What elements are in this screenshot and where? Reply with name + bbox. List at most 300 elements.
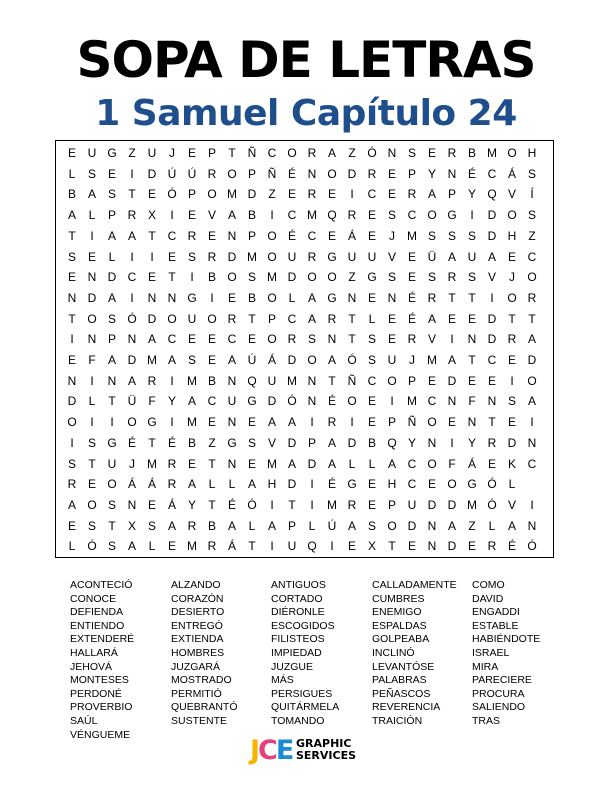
grid-letter[interactable]: E (447, 311, 456, 326)
grid-letter[interactable]: Á (347, 228, 356, 243)
grid-letter[interactable]: S (147, 518, 156, 533)
grid-letter[interactable]: B (207, 270, 216, 285)
grid-letter[interactable]: J (389, 228, 395, 243)
grid-letter[interactable]: E (467, 373, 476, 388)
grid-letter[interactable]: A (247, 477, 256, 492)
grid-letter[interactable]: R (147, 373, 157, 388)
grid-letter[interactable]: S (447, 228, 456, 243)
grid-letter[interactable]: E (387, 311, 396, 326)
grid-letter[interactable]: I (270, 539, 274, 554)
grid-letter[interactable]: O (87, 497, 97, 512)
grid-letter[interactable]: G (147, 415, 157, 430)
grid-letter[interactable]: N (427, 539, 437, 554)
grid-letter[interactable]: R (327, 415, 337, 430)
grid-letter[interactable]: I (470, 208, 474, 223)
grid-letter[interactable]: D (347, 435, 357, 450)
grid-letter[interactable]: D (447, 373, 457, 388)
grid-letter[interactable]: D (487, 311, 497, 326)
grid-letter[interactable]: O (267, 332, 277, 347)
grid-letter[interactable]: E (427, 477, 436, 492)
grid-letter[interactable]: G (187, 290, 197, 305)
grid-letter[interactable]: O (507, 146, 517, 160)
grid-letter[interactable]: D (487, 228, 497, 243)
grid-letter[interactable]: V (207, 208, 216, 223)
grid-letter[interactable]: V (427, 332, 436, 347)
grid-letter[interactable]: L (88, 394, 96, 409)
grid-letter[interactable]: Y (467, 435, 476, 450)
grid-letter[interactable]: Ñ (267, 166, 277, 181)
grid-letter[interactable]: Z (268, 187, 276, 202)
grid-letter[interactable]: R (347, 208, 357, 223)
grid-letter[interactable]: V (487, 270, 496, 285)
grid-letter[interactable]: F (148, 394, 156, 409)
grid-letter[interactable]: L (88, 208, 96, 223)
grid-letter[interactable]: R (307, 249, 317, 264)
grid-letter[interactable]: P (207, 146, 216, 160)
grid-letter[interactable]: O (207, 187, 217, 202)
grid-letter[interactable]: E (387, 187, 396, 202)
grid-letter[interactable]: C (407, 208, 417, 223)
grid-letter[interactable]: O (527, 373, 537, 388)
grid-letter[interactable]: A (107, 353, 116, 367)
grid-letter[interactable]: E (67, 146, 76, 160)
grid-letter[interactable]: E (167, 539, 176, 554)
grid-letter[interactable]: N (387, 290, 397, 305)
grid-letter[interactable]: É (407, 311, 416, 326)
grid-letter[interactable]: E (187, 146, 196, 160)
grid-letter[interactable]: O (307, 270, 317, 285)
grid-letter[interactable]: É (507, 539, 516, 554)
grid-letter[interactable]: N (307, 166, 317, 181)
grid-letter[interactable]: C (127, 270, 137, 285)
grid-letter[interactable]: G (107, 435, 117, 450)
grid-letter[interactable]: A (107, 290, 116, 305)
grid-letter[interactable]: A (507, 518, 516, 533)
grid-letter[interactable]: O (387, 518, 397, 533)
grid-letter[interactable]: R (347, 497, 357, 512)
grid-letter[interactable]: I (170, 415, 174, 430)
grid-letter[interactable]: T (328, 373, 336, 388)
grid-letter[interactable]: D (247, 187, 257, 202)
grid-letter[interactable]: Ñ (247, 146, 257, 160)
grid-letter[interactable]: D (107, 270, 117, 285)
grid-letter[interactable]: C (367, 373, 377, 388)
grid-letter[interactable]: T (288, 497, 296, 512)
grid-letter[interactable]: V (507, 497, 516, 512)
grid-letter[interactable]: I (130, 290, 134, 305)
grid-letter[interactable]: O (327, 166, 337, 181)
grid-letter[interactable]: I (450, 435, 454, 450)
grid-letter[interactable]: G (247, 394, 257, 409)
grid-letter[interactable]: B (207, 373, 216, 388)
grid-letter[interactable]: A (87, 187, 96, 202)
grid-letter[interactable]: É (287, 228, 296, 243)
grid-letter[interactable]: I (530, 497, 534, 512)
grid-letter[interactable]: S (247, 435, 256, 450)
grid-letter[interactable]: Í (530, 187, 534, 202)
grid-letter[interactable]: A (107, 228, 116, 243)
grid-letter[interactable]: E (367, 290, 376, 305)
grid-letter[interactable]: E (367, 415, 376, 430)
grid-letter[interactable]: N (447, 166, 457, 181)
grid-letter[interactable]: Ó (287, 394, 297, 409)
grid-letter[interactable]: C (167, 228, 177, 243)
grid-letter[interactable]: B (187, 435, 196, 450)
grid-letter[interactable]: S (467, 270, 476, 285)
grid-letter[interactable]: R (207, 249, 217, 264)
grid-letter[interactable]: T (168, 270, 176, 285)
grid-letter[interactable]: D (487, 208, 497, 223)
grid-letter[interactable]: C (427, 394, 437, 409)
grid-letter[interactable]: E (507, 415, 516, 430)
grid-letter[interactable]: A (227, 208, 236, 223)
grid-letter[interactable]: C (487, 353, 497, 367)
grid-letter[interactable]: A (227, 518, 236, 533)
grid-letter[interactable]: A (527, 332, 536, 347)
grid-letter[interactable]: R (207, 539, 217, 554)
grid-letter[interactable]: I (490, 290, 494, 305)
grid-letter[interactable]: M (287, 373, 297, 388)
grid-letter[interactable]: Z (208, 435, 216, 450)
grid-letter[interactable]: E (67, 518, 76, 533)
grid-letter[interactable]: S (247, 270, 256, 285)
grid-letter[interactable]: E (347, 539, 356, 554)
grid-letter[interactable]: U (387, 353, 397, 367)
grid-letter[interactable]: A (327, 146, 336, 160)
grid-letter[interactable]: Z (348, 270, 356, 285)
grid-letter[interactable]: L (208, 477, 216, 492)
grid-letter[interactable]: T (108, 394, 116, 409)
grid-letter[interactable]: A (147, 332, 156, 347)
grid-letter[interactable]: M (307, 208, 317, 223)
grid-letter[interactable]: D (87, 290, 97, 305)
grid-letter[interactable]: E (407, 270, 416, 285)
grid-letter[interactable]: E (487, 456, 496, 471)
grid-letter[interactable]: C (487, 166, 497, 181)
grid-letter[interactable]: N (467, 332, 477, 347)
grid-letter[interactable]: S (527, 166, 536, 181)
grid-letter[interactable]: V (387, 249, 396, 264)
grid-letter[interactable]: U (347, 249, 357, 264)
grid-letter[interactable]: C (287, 208, 297, 223)
grid-letter[interactable]: J (129, 456, 135, 471)
grid-letter[interactable]: A (327, 456, 336, 471)
grid-letter[interactable]: D (427, 497, 437, 512)
grid-letter[interactable]: U (267, 373, 277, 388)
grid-letter[interactable]: Ó (247, 497, 257, 512)
grid-letter[interactable]: E (327, 187, 336, 202)
grid-letter[interactable]: R (67, 477, 77, 492)
grid-letter[interactable]: F (448, 456, 456, 471)
grid-letter[interactable]: E (327, 228, 336, 243)
grid-letter[interactable]: E (387, 166, 396, 181)
grid-letter[interactable]: S (507, 394, 516, 409)
grid-letter[interactable]: L (228, 477, 236, 492)
grid-letter[interactable]: A (67, 497, 76, 512)
grid-letter[interactable]: Ó (87, 539, 97, 554)
grid-letter[interactable]: I (330, 539, 334, 554)
grid-letter[interactable]: S (187, 353, 196, 367)
grid-letter[interactable]: T (388, 539, 396, 554)
grid-letter[interactable]: S (527, 208, 536, 223)
grid-letter[interactable]: P (267, 311, 276, 326)
grid-letter[interactable]: U (187, 311, 197, 326)
grid-letter[interactable]: S (67, 456, 76, 471)
grid-letter[interactable]: T (128, 187, 136, 202)
grid-letter[interactable]: Ñ (407, 415, 417, 430)
grid-letter[interactable]: Ó (487, 497, 497, 512)
grid-letter[interactable]: Ó (347, 353, 357, 367)
grid-letter[interactable]: N (307, 394, 317, 409)
grid-letter[interactable]: Ó (527, 539, 537, 554)
grid-letter[interactable]: P (287, 518, 296, 533)
grid-letter[interactable]: R (207, 166, 217, 181)
grid-letter[interactable]: D (447, 497, 457, 512)
grid-letter[interactable]: R (447, 146, 457, 160)
grid-letter[interactable]: Á (227, 539, 236, 554)
grid-letter[interactable]: E (447, 415, 456, 430)
grid-letter[interactable]: Ü (427, 249, 437, 264)
grid-letter[interactable]: E (467, 311, 476, 326)
grid-letter[interactable]: É (227, 497, 236, 512)
grid-letter[interactable]: O (427, 456, 437, 471)
grid-letter[interactable]: U (367, 249, 377, 264)
grid-letter[interactable]: L (68, 539, 76, 554)
grid-letter[interactable]: E (207, 332, 216, 347)
grid-letter[interactable]: I (70, 435, 74, 450)
grid-letter[interactable]: D (527, 353, 537, 367)
grid-letter[interactable]: I (310, 477, 314, 492)
grid-letter[interactable]: Ó (367, 146, 377, 160)
grid-letter[interactable]: I (450, 332, 454, 347)
grid-letter[interactable]: D (147, 311, 157, 326)
grid-letter[interactable]: T (248, 311, 256, 326)
grid-letter[interactable]: C (527, 249, 537, 264)
grid-letter[interactable]: É (327, 477, 336, 492)
grid-letter[interactable]: C (207, 394, 217, 409)
grid-letter[interactable]: O (267, 249, 277, 264)
grid-letter[interactable]: U (147, 146, 157, 160)
grid-letter[interactable]: E (147, 187, 156, 202)
grid-letter[interactable]: Z (128, 146, 136, 160)
grid-letter[interactable]: Ó (167, 187, 177, 202)
grid-letter[interactable]: C (307, 228, 317, 243)
grid-letter[interactable]: Y (187, 497, 196, 512)
grid-letter[interactable]: U (87, 146, 97, 160)
grid-letter[interactable]: B (247, 290, 256, 305)
grid-letter[interactable]: C (227, 332, 237, 347)
grid-letter[interactable]: O (227, 166, 237, 181)
grid-letter[interactable]: U (287, 539, 297, 554)
grid-letter[interactable]: S (387, 270, 396, 285)
grid-letter[interactable]: L (348, 456, 356, 471)
grid-letter[interactable]: G (367, 270, 377, 285)
grid-letter[interactable]: P (307, 435, 316, 450)
grid-letter[interactable]: R (327, 311, 337, 326)
grid-letter[interactable]: L (308, 518, 316, 533)
grid-letter[interactable]: M (427, 353, 437, 367)
grid-letter[interactable]: G (467, 477, 477, 492)
grid-letter[interactable]: M (247, 249, 257, 264)
grid-letter[interactable]: R (167, 456, 177, 471)
grid-letter[interactable]: E (367, 394, 376, 409)
grid-letter[interactable]: N (467, 415, 477, 430)
grid-letter[interactable]: A (427, 187, 436, 202)
grid-letter[interactable]: O (427, 415, 437, 430)
grid-letter[interactable]: Y (407, 435, 416, 450)
grid-letter[interactable]: I (90, 415, 94, 430)
grid-letter[interactable]: Y (427, 166, 436, 181)
grid-letter[interactable]: É (327, 394, 336, 409)
grid-letter[interactable]: I (130, 166, 134, 181)
grid-letter[interactable]: S (87, 518, 96, 533)
grid-letter[interactable]: I (70, 332, 74, 347)
grid-letter[interactable]: E (507, 249, 516, 264)
grid-letter[interactable]: X (127, 518, 136, 533)
grid-letter[interactable]: Á (507, 166, 516, 181)
grid-letter[interactable]: D (287, 270, 297, 285)
grid-letter[interactable]: I (350, 187, 354, 202)
grid-letter[interactable]: D (267, 394, 277, 409)
grid-letter[interactable]: A (427, 311, 436, 326)
grid-letter[interactable]: C (527, 456, 537, 471)
grid-letter[interactable]: E (147, 497, 156, 512)
grid-letter[interactable]: E (247, 415, 256, 430)
grid-letter[interactable]: I (90, 228, 94, 243)
grid-letter[interactable]: O (167, 311, 177, 326)
grid-letter[interactable]: Á (147, 477, 156, 492)
grid-letter[interactable]: D (227, 249, 237, 264)
grid-letter[interactable]: A (67, 208, 76, 223)
grid-letter[interactable]: A (287, 456, 296, 471)
grid-letter[interactable]: A (167, 353, 176, 367)
grid-letter[interactable]: F (88, 353, 96, 367)
grid-letter[interactable]: G (107, 146, 117, 160)
grid-letter[interactable]: T (208, 456, 216, 471)
grid-letter[interactable]: I (270, 497, 274, 512)
grid-letter[interactable]: P (247, 228, 256, 243)
grid-letter[interactable]: Q (307, 539, 317, 554)
grid-letter[interactable]: O (427, 208, 437, 223)
grid-letter[interactable]: Q (247, 373, 257, 388)
grid-letter[interactable]: I (530, 415, 534, 430)
grid-letter[interactable]: O (127, 415, 137, 430)
grid-letter[interactable]: P (407, 166, 416, 181)
grid-letter[interactable]: H (507, 228, 517, 243)
grid-letter[interactable]: E (427, 146, 436, 160)
grid-letter[interactable]: O (227, 270, 237, 285)
grid-letter[interactable]: E (367, 208, 376, 223)
grid-letter[interactable]: U (287, 249, 297, 264)
grid-letter[interactable]: D (147, 166, 157, 181)
grid-letter[interactable]: T (448, 290, 456, 305)
grid-letter[interactable]: T (348, 332, 356, 347)
grid-letter[interactable]: N (67, 290, 77, 305)
grid-letter[interactable]: L (68, 166, 76, 181)
grid-letter[interactable]: I (90, 373, 94, 388)
grid-letter[interactable]: E (227, 290, 236, 305)
grid-letter[interactable]: N (387, 146, 397, 160)
grid-letter[interactable]: S (367, 332, 376, 347)
grid-letter[interactable]: R (407, 332, 417, 347)
grid-letter[interactable]: E (247, 456, 256, 471)
grid-letter[interactable]: E (367, 497, 376, 512)
grid-letter[interactable]: P (407, 373, 416, 388)
grid-letter[interactable]: M (147, 353, 157, 367)
grid-letter[interactable]: S (427, 270, 436, 285)
grid-letter[interactable]: R (187, 228, 197, 243)
grid-letter[interactable]: P (247, 166, 256, 181)
grid-letter[interactable]: V (507, 187, 516, 202)
grid-letter[interactable]: V (267, 435, 276, 450)
grid-letter[interactable]: O (87, 311, 97, 326)
grid-letter[interactable]: X (147, 208, 156, 223)
grid-letter[interactable]: E (407, 539, 416, 554)
grid-letter[interactable]: D (507, 435, 517, 450)
grid-letter[interactable]: D (307, 456, 317, 471)
grid-letter[interactable]: P (387, 415, 396, 430)
grid-letter[interactable]: S (467, 228, 476, 243)
grid-letter[interactable]: O (507, 290, 517, 305)
grid-letter[interactable]: S (387, 208, 396, 223)
grid-letter[interactable]: R (127, 208, 137, 223)
grid-letter[interactable]: S (87, 435, 96, 450)
grid-letter[interactable]: E (507, 353, 516, 367)
grid-letter[interactable]: S (107, 539, 116, 554)
grid-letter[interactable]: A (447, 353, 456, 367)
grid-letter[interactable]: A (227, 353, 236, 367)
grid-letter[interactable]: M (187, 539, 197, 554)
grid-letter[interactable]: U (107, 456, 117, 471)
grid-letter[interactable]: N (487, 394, 497, 409)
grid-letter[interactable]: A (187, 394, 196, 409)
grid-letter[interactable]: S (67, 249, 76, 264)
grid-letter[interactable]: O (527, 270, 537, 285)
grid-letter[interactable]: T (68, 311, 76, 326)
grid-letter[interactable]: L (108, 249, 116, 264)
grid-letter[interactable]: Ú (247, 353, 257, 367)
grid-letter[interactable]: A (267, 415, 276, 430)
grid-letter[interactable]: I (110, 415, 114, 430)
grid-letter[interactable]: L (148, 539, 156, 554)
grid-letter[interactable]: L (488, 518, 496, 533)
grid-letter[interactable]: N (227, 373, 237, 388)
grid-letter[interactable]: N (227, 456, 237, 471)
grid-letter[interactable]: D (67, 394, 77, 409)
grid-letter[interactable]: G (347, 477, 357, 492)
grid-letter[interactable]: E (367, 477, 376, 492)
grid-letter[interactable]: O (107, 477, 117, 492)
grid-letter[interactable]: N (167, 290, 177, 305)
grid-letter[interactable]: R (307, 146, 317, 160)
grid-letter[interactable]: Ó (127, 311, 137, 326)
grid-letter[interactable]: Ó (487, 477, 497, 492)
grid-letter[interactable]: I (510, 373, 514, 388)
grid-letter[interactable]: X (367, 539, 376, 554)
grid-letter[interactable]: S (107, 187, 116, 202)
grid-letter[interactable]: M (487, 146, 497, 160)
grid-letter[interactable]: A (447, 249, 456, 264)
grid-letter[interactable]: E (187, 456, 196, 471)
grid-letter[interactable]: C (287, 311, 297, 326)
grid-letter[interactable]: I (150, 249, 154, 264)
grid-letter[interactable]: N (87, 270, 97, 285)
grid-letter[interactable]: T (248, 539, 256, 554)
grid-letter[interactable]: R (167, 477, 177, 492)
grid-letter[interactable]: N (227, 415, 237, 430)
grid-letter[interactable]: I (190, 270, 194, 285)
grid-letter[interactable]: Q (327, 208, 337, 223)
